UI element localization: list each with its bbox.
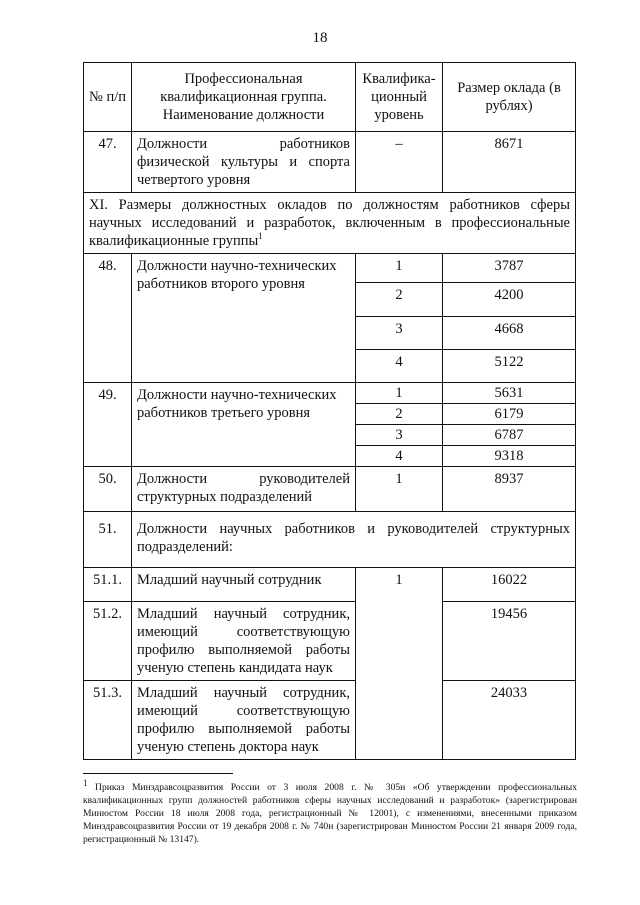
- row-level: 4: [356, 446, 443, 467]
- table-row: [84, 254, 576, 283]
- row-position-name: Младший научный сотрудник: [132, 568, 356, 602]
- section-xi-heading: [84, 193, 576, 254]
- table-row: [84, 132, 576, 193]
- header-salary: Размер оклада (в рублях): [443, 63, 576, 132]
- footnote-divider: [83, 773, 233, 774]
- footnote-text: Приказ Минздравсоцразвития России от 3 июля 2008 г. № 305н «Об утверждении профессиональных квалификационных групп должностей работников сферы научных исследований и разработок» (зарегистрирован Минюстом России 18 июля 2008 года, регистрационный № 12001), с изменениями, внесенными приказом Минздравсоцразвития России от 19 декабря 2008 г. № 740н (зарегистрирован Минюстом России 21 января 2009 года, регистрационный № 13147).: [83, 782, 578, 845]
- row-salary: 5122: [443, 350, 576, 383]
- table-row: [84, 568, 576, 602]
- row-salary: 5631: [443, 383, 576, 404]
- row-salary: 9318: [443, 446, 576, 467]
- table-row: [84, 681, 576, 760]
- row-num: 50.: [84, 467, 132, 512]
- row-salary: 6179: [443, 404, 576, 425]
- row-salary: 19456: [443, 602, 576, 681]
- row-position-name: Должности руководителей структурных подразделений: [132, 467, 356, 512]
- row-level: 1: [356, 254, 443, 283]
- row-position-name: Должности научных работников и руководителей структурных подразделений:: [132, 512, 576, 568]
- table-row: [84, 512, 576, 568]
- row-salary: 6787: [443, 425, 576, 446]
- footnote-marker: 1: [83, 777, 88, 788]
- row-position-name: Младший научный сотрудник, имеющий соответствующую профилю выполняемой работы ученую степень кандидата наук: [132, 602, 356, 681]
- row-level: 3: [356, 425, 443, 446]
- footnote-ref: 1: [258, 231, 263, 242]
- row-num: 51.: [84, 512, 132, 568]
- row-num: 48.: [84, 254, 132, 383]
- page-number: 18: [312, 30, 328, 46]
- row-salary: 4200: [443, 283, 576, 317]
- row-position-name: Должности работников физической культуры и спорта четвертого уровня: [132, 132, 356, 193]
- header-group: Профессиональная квалификационная группа. Наименование должности: [132, 63, 356, 132]
- footnote: [83, 777, 578, 846]
- row-num: 51.1.: [84, 568, 132, 602]
- row-level: –: [356, 132, 443, 193]
- table-header-row: [84, 63, 576, 132]
- row-level: 2: [356, 283, 443, 317]
- table-row: [84, 383, 576, 404]
- section-xi-text: XI. Размеры должностных окладов по должностям работников сферы научных исследований и разработок, включенным в профессиональные квалификационные группы: [89, 197, 570, 249]
- row-salary: 8937: [443, 467, 576, 512]
- row-salary: 16022: [443, 568, 576, 602]
- header-level: Квалифика-ционный уровень: [356, 63, 443, 132]
- row-salary: 3787: [443, 254, 576, 283]
- row-num: 51.3.: [84, 681, 132, 760]
- row-salary: 8671: [443, 132, 576, 193]
- row-level: 3: [356, 317, 443, 350]
- header-num: № п/п: [84, 63, 132, 132]
- row-level: 1: [356, 568, 443, 760]
- row-salary: 24033: [443, 681, 576, 760]
- row-level: 1: [356, 467, 443, 512]
- row-position-name: Должности научно-технических работников третьего уровня: [132, 383, 356, 467]
- table-row: [84, 467, 576, 512]
- row-position-name: Младший научный сотрудник, имеющий соответствующую профилю выполняемой работы ученую степень доктора наук: [132, 681, 356, 760]
- row-level: 2: [356, 404, 443, 425]
- table-row: [84, 602, 576, 681]
- section-row: [84, 193, 576, 254]
- row-level: 4: [356, 350, 443, 383]
- row-num: 49.: [84, 383, 132, 467]
- row-position-name: Должности научно-технических работников второго уровня: [132, 254, 356, 383]
- row-salary: 4668: [443, 317, 576, 350]
- salary-table: [83, 62, 576, 760]
- row-num: 47.: [84, 132, 132, 193]
- row-num: 51.2.: [84, 602, 132, 681]
- row-level: 1: [356, 383, 443, 404]
